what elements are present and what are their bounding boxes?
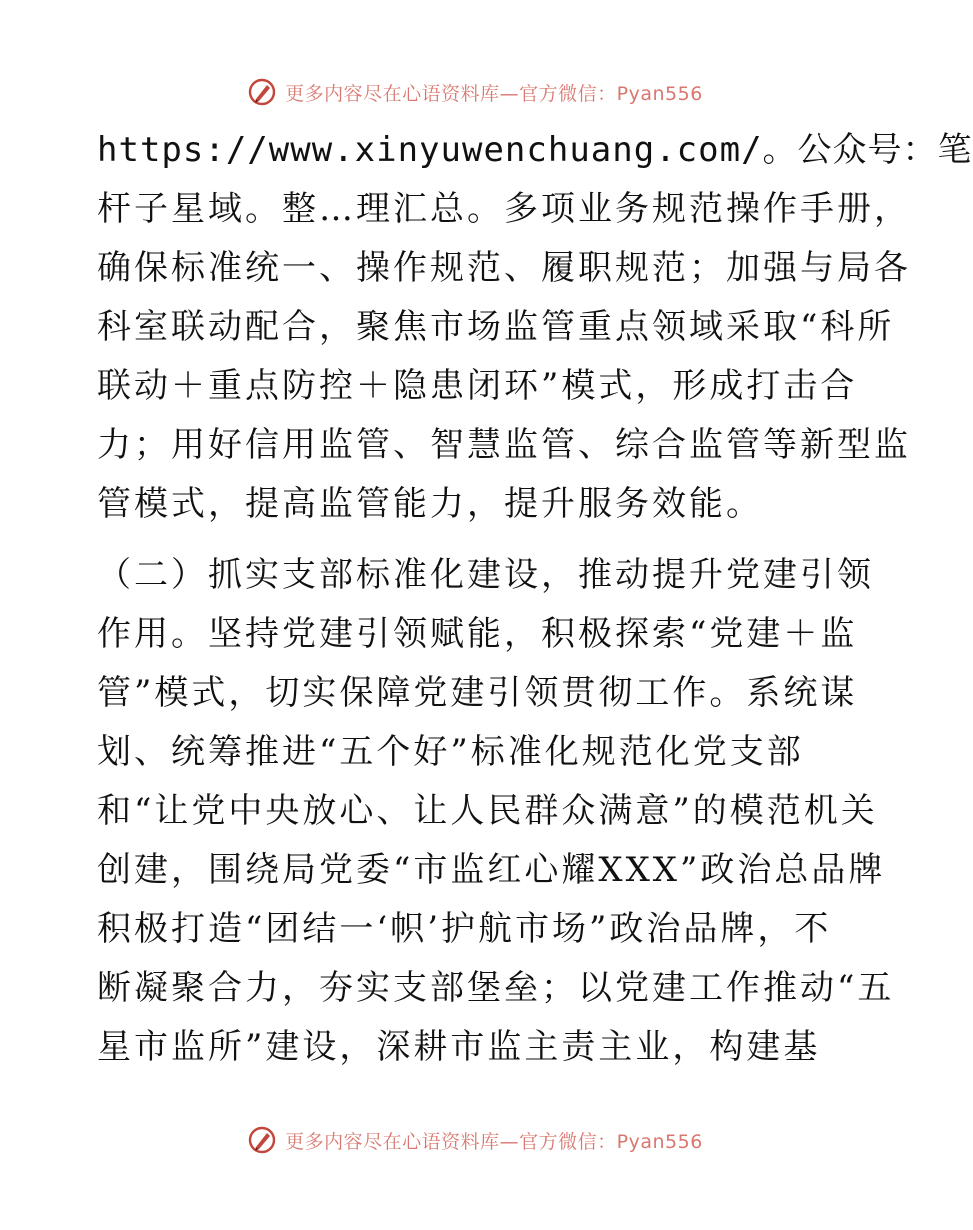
header-banner xyxy=(0,72,950,112)
footer-banner xyxy=(0,1120,950,1160)
text-line: 管”模式，切实保障党建引领贯彻工作。系统谋 xyxy=(97,673,858,713)
text-line: https://www.xinyuwenchuang.com/。公众号：笔 xyxy=(97,130,973,170)
text-line: 杆子星域。整…理汇总。多项业务规范操作手册， xyxy=(97,189,911,229)
text-line: （二）抓实支部标准化建设，推动提升党建引领 xyxy=(97,555,874,595)
paragraph-1 xyxy=(97,121,973,534)
text-line: 划、统筹推进“五个好”标准化规范化党支部 xyxy=(97,732,804,772)
text-line: 断凝聚合力，夯实支部堡垒；以党建工作推动“五 xyxy=(97,968,895,1008)
text-line: 确保标准统一、操作规范、履职规范；加强与局各 xyxy=(97,248,911,288)
text-line: 和“让党中央放心、让人民群众满意”的模范机关 xyxy=(97,791,878,831)
pen-in-circle-icon xyxy=(247,77,277,107)
pen-in-circle-icon xyxy=(247,1125,277,1155)
paragraph-2 xyxy=(97,546,895,1077)
text-line: 创建，围绕局党委“市监红心耀XXX”政治总品牌 xyxy=(97,850,886,890)
text-line: 科室联动配合，聚焦市场监管重点领域采取“科所 xyxy=(97,307,895,347)
text-line: 作用。坚持党建引领赋能，积极探索“党建＋监 xyxy=(97,614,858,654)
header-text: 更多内容尽在心语资料库—官方微信：Pyan556 xyxy=(285,82,703,105)
text-line: 星市监所”建设，深耕市监主责主业，构建基 xyxy=(97,1027,821,1067)
text-line: 力；用好信用监管、智慧监管、综合监管等新型监 xyxy=(97,425,911,465)
text-line: 积极打造“团结一‘帜’护航市场”政治品牌，不 xyxy=(97,909,832,949)
footer-text: 更多内容尽在心语资料库—官方微信：Pyan556 xyxy=(285,1130,703,1153)
document-body xyxy=(97,121,973,1077)
text-line: 管模式，提高监管能力，提升服务效能。 xyxy=(97,484,763,524)
text-line: 联动＋重点防控＋隐患闭环”模式，形成打击合 xyxy=(97,366,858,406)
